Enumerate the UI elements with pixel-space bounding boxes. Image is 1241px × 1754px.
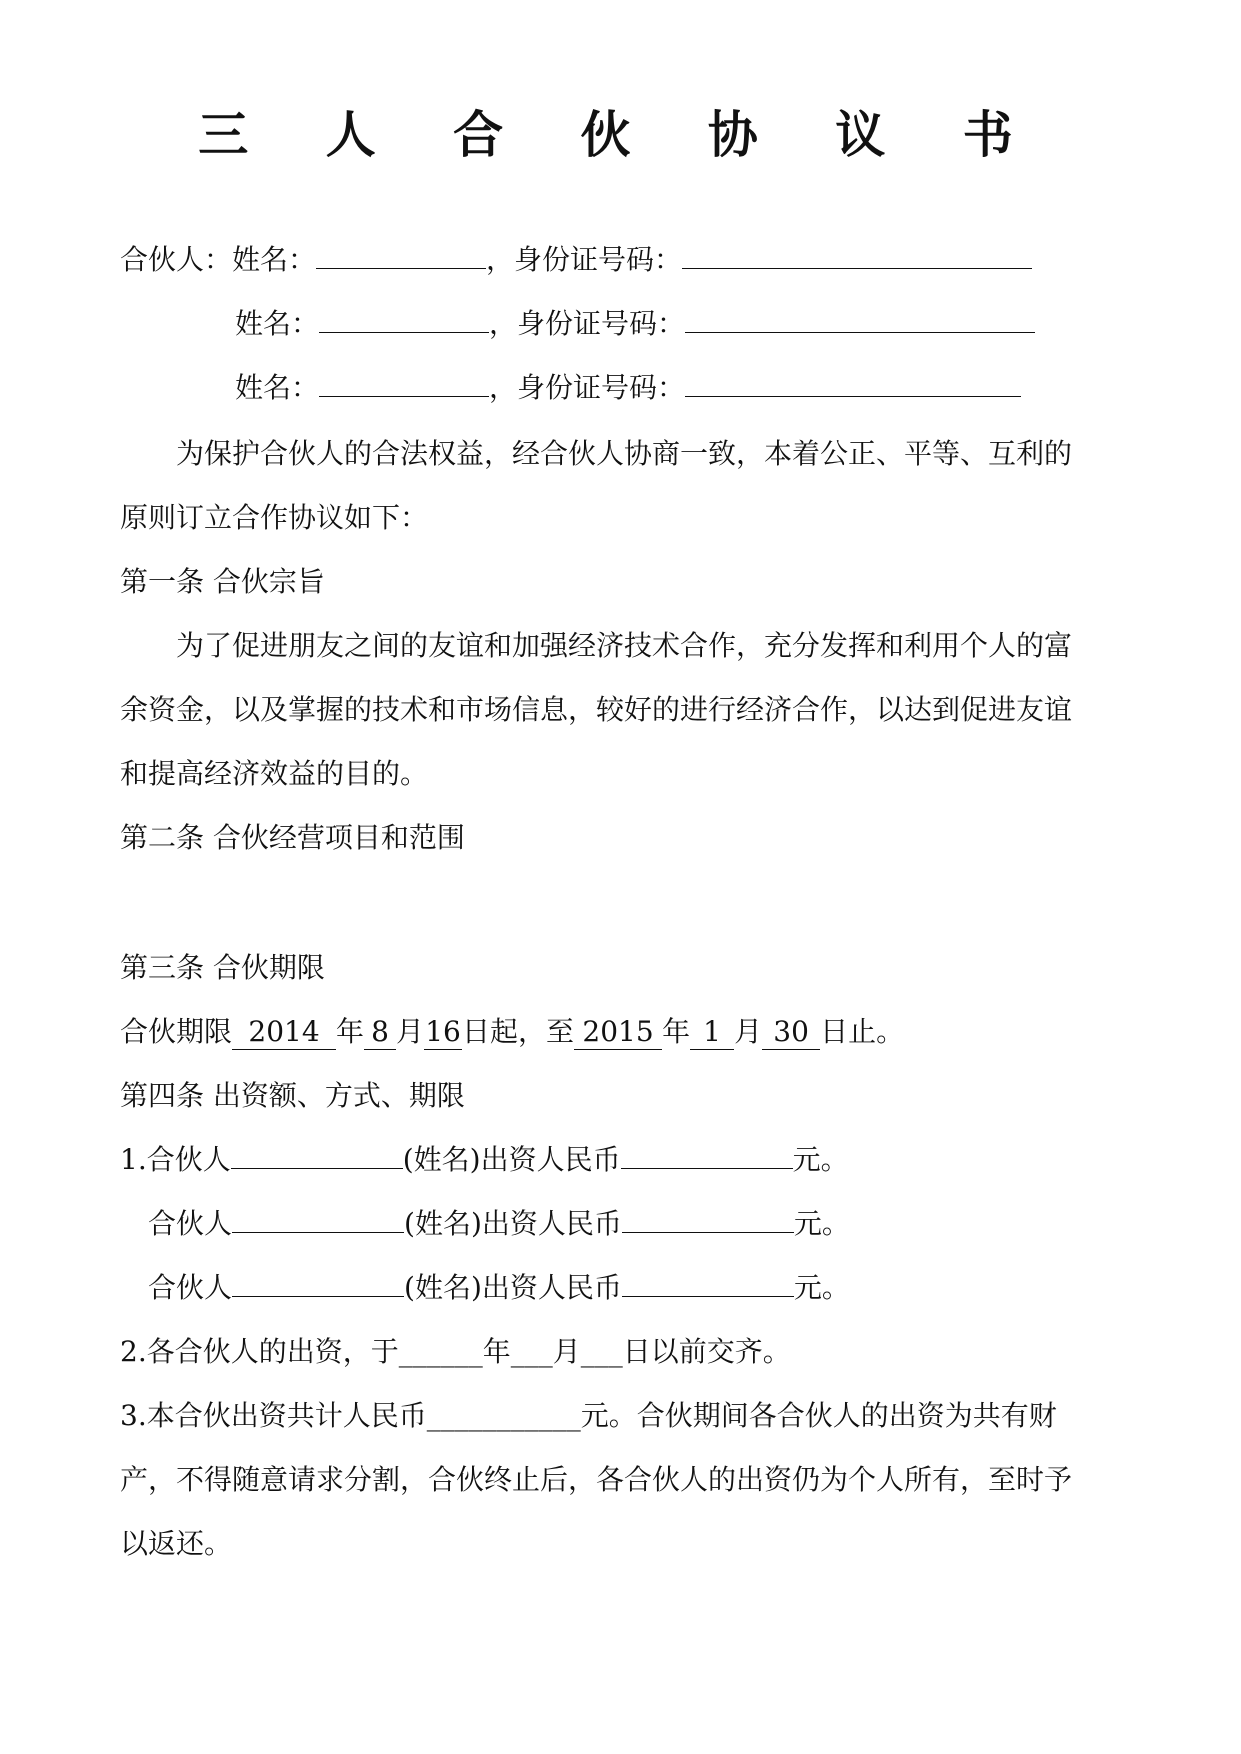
name-blank-2[interactable] xyxy=(319,306,489,333)
item2-line: 2.各合伙人的出资，于______年___月___日以前交齐。 xyxy=(120,1335,791,1368)
contribution-line-1 xyxy=(120,1140,849,1180)
partners-label: 合伙人： xyxy=(120,243,233,276)
yuan-label: 元。 xyxy=(793,1207,850,1240)
document-title: 三 人 合 伙 协 议 书 xyxy=(198,105,1043,164)
amount-blank-2[interactable] xyxy=(622,1206,794,1233)
month-char: 月 xyxy=(396,1015,425,1048)
article1-heading: 第一条 合伙宗旨 xyxy=(120,565,325,598)
id-blank-2[interactable] xyxy=(685,306,1035,333)
start-month: 8 xyxy=(364,1015,396,1050)
item3-line-2: 产，不得随意请求分割，合伙终止后，各合伙人的出资仍为个人所有，至时予 xyxy=(120,1463,1073,1496)
partner-line-1 xyxy=(120,240,1032,280)
contribution-line-2 xyxy=(148,1204,850,1244)
name-label: 姓名： xyxy=(235,307,320,340)
name-blank-1[interactable] xyxy=(316,242,486,269)
partner-line-3 xyxy=(235,368,1021,408)
partner-name-blank-3[interactable] xyxy=(232,1270,404,1297)
term-line xyxy=(120,1012,904,1052)
id-label: ，身份证号码： xyxy=(486,243,683,276)
amount-blank-1[interactable] xyxy=(621,1142,793,1169)
start-year: 2014 xyxy=(232,1015,336,1050)
term-label: 合伙期限 xyxy=(120,1015,233,1048)
month-char: 月 xyxy=(734,1015,763,1048)
article3-heading: 第三条 合伙期限 xyxy=(120,951,325,984)
end-day: 30 xyxy=(762,1015,820,1050)
partner-label: 合伙人 xyxy=(148,1271,233,1304)
name-blank-3[interactable] xyxy=(319,370,489,397)
partner-label: 合伙人 xyxy=(146,1143,231,1176)
end-month: 1 xyxy=(690,1015,734,1050)
item3-line-3: 以返还。 xyxy=(120,1527,233,1560)
year-char: 年 xyxy=(336,1015,365,1048)
start-suffix: 日起，至 xyxy=(462,1015,575,1048)
partner-line-2 xyxy=(235,304,1035,344)
year-char: 年 xyxy=(662,1015,691,1048)
id-label: ，身份证号码： xyxy=(489,371,686,404)
intro-line-1: 为保护合伙人的合法权益，经合伙人协商一致，本着公正、平等、互利的 xyxy=(176,437,1073,470)
article1-line-2: 余资金，以及掌握的技术和市场信息，较好的进行经济合作，以达到促进友谊 xyxy=(120,693,1073,726)
start-day: 16 xyxy=(425,1015,461,1048)
end-year: 2015 xyxy=(574,1015,662,1050)
article1-line-1: 为了促进朋友之间的友谊和加强经济技术合作，充分发挥和利用个人的富 xyxy=(176,629,1073,662)
id-blank-3[interactable] xyxy=(685,370,1021,397)
contribution-line-3 xyxy=(148,1268,850,1308)
name-paren: (姓名)出资人民币 xyxy=(404,1207,622,1240)
name-paren: (姓名)出资人民币 xyxy=(402,1143,621,1176)
yuan-label: 元。 xyxy=(792,1143,849,1176)
name-label: 姓名： xyxy=(232,243,317,276)
partner-label: 合伙人 xyxy=(148,1207,233,1240)
id-label: ，身份证号码： xyxy=(489,307,686,340)
partner-name-blank-2[interactable] xyxy=(232,1206,404,1233)
name-label: 姓名： xyxy=(235,371,320,404)
article1-line-3: 和提高经济效益的目的。 xyxy=(120,757,429,790)
yuan-label: 元。 xyxy=(793,1271,850,1304)
name-paren: (姓名)出资人民币 xyxy=(404,1271,622,1304)
partner-name-blank-1[interactable] xyxy=(231,1142,403,1169)
id-blank-1[interactable] xyxy=(682,242,1032,269)
intro-line-2: 原则订立合作协议如下： xyxy=(120,501,429,534)
item-number: 1. xyxy=(120,1143,147,1176)
article2-heading: 第二条 合伙经营项目和范围 xyxy=(120,821,465,854)
end-suffix: 日止。 xyxy=(820,1015,905,1048)
item3-line-1: 3.本合伙出资共计人民币___________元。合伙期间各合伙人的出资为共有财 xyxy=(120,1399,1057,1432)
article4-heading: 第四条 出资额、方式、期限 xyxy=(120,1079,465,1112)
amount-blank-3[interactable] xyxy=(622,1270,794,1297)
